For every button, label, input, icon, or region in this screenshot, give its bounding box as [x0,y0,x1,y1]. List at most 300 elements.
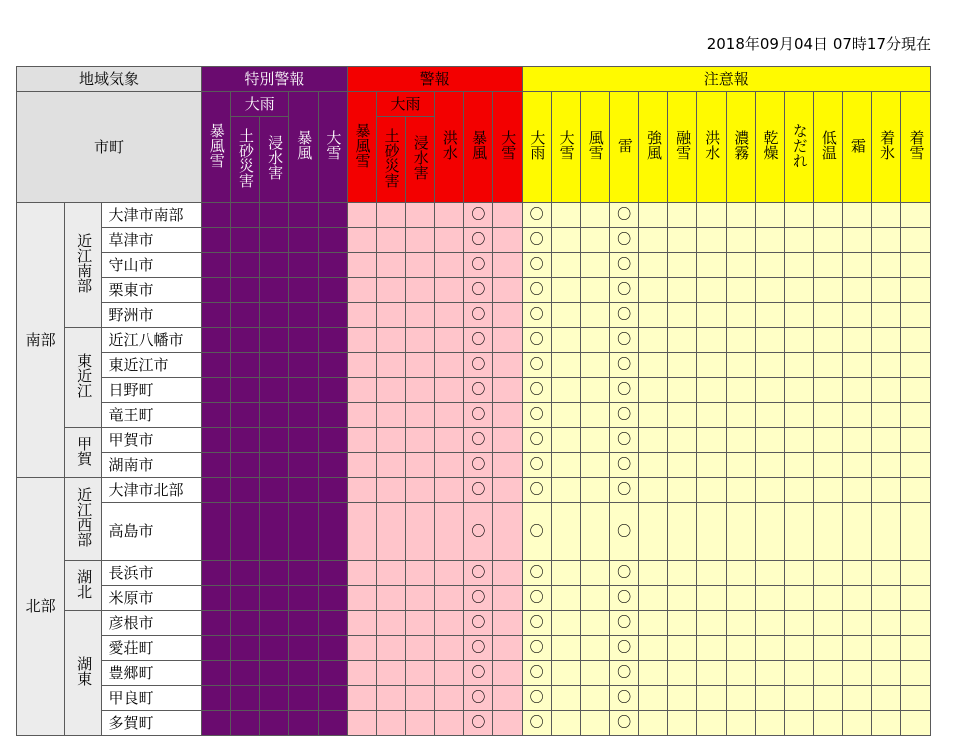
warning-cell [347,278,376,303]
special-cell [231,586,260,611]
advisory-cell [726,253,755,278]
advisory-cell [755,378,784,403]
special-cell [289,636,318,661]
advisory-cell [551,661,580,686]
warning-cell [464,228,493,253]
special-cell [318,228,347,253]
special-cell [318,586,347,611]
advisory-cell [580,661,609,686]
warning-cell [347,636,376,661]
special-cell [231,611,260,636]
advisory-cell [551,561,580,586]
warning-cell [464,278,493,303]
advisory-cell [755,611,784,636]
advisory-cell [668,278,697,303]
special-cell [201,661,230,686]
warning-cell [435,561,464,586]
advisory-cell [697,711,726,736]
advisory-cell [901,661,931,686]
advisory-sub-label: 低温 [819,130,838,160]
table-row [17,303,931,328]
special-cell [289,353,318,378]
advisory-cell [697,503,726,561]
advisory-cell [639,428,668,453]
warning-cell [376,328,405,353]
advisory-sub-label: 雷 [615,137,634,153]
advisory-cell [726,661,755,686]
special-sub-label: 浸水害 [266,135,285,180]
warning-cell [347,253,376,278]
advisory-cell [697,661,726,686]
advisory-cell [843,353,872,378]
special-cell [289,711,318,736]
advisory-cell [610,611,639,636]
table-row [17,403,931,428]
advisory-cell [580,428,609,453]
advisory-cell [843,561,872,586]
special-cell [201,711,230,736]
advisory-cell [843,278,872,303]
special-sub-label: 大雪 [324,130,343,160]
advisory-cell [668,228,697,253]
header-advisory: 注意報 [522,67,930,92]
advisory-cell [639,503,668,561]
advisory-cell [755,661,784,686]
special-cell [260,328,289,353]
advisory-cell [639,586,668,611]
advisory-cell [551,253,580,278]
advisory-cell [697,453,726,478]
advisory-cell [872,686,901,711]
advisory-cell [784,378,813,403]
advisory-cell [726,686,755,711]
advisory-cell [726,611,755,636]
advisory-cell [814,253,843,278]
table-row [17,503,931,561]
special-cell [231,328,260,353]
warning-cell [347,453,376,478]
warning-cell [405,711,434,736]
issued-marker: 〇 [471,207,486,223]
advisory-cell [784,686,813,711]
advisory-cell [580,278,609,303]
advisory-cell [843,328,872,353]
warning-cell [405,328,434,353]
warning-cell [347,203,376,228]
advisory-cell [697,253,726,278]
advisory-cell [610,586,639,611]
advisory-cell [755,403,784,428]
advisory-cell [522,686,551,711]
table-row [17,661,931,686]
city-name: 甲良町 [102,686,202,711]
advisory-cell [843,253,872,278]
advisory-cell [726,228,755,253]
issued-marker: 〇 [617,357,632,373]
advisory-cell [610,661,639,686]
subarea-name [65,478,102,561]
warning-cell [405,478,434,503]
subarea-label: 近江南部 [75,233,94,293]
special-cell [231,378,260,403]
advisory-cell [901,711,931,736]
advisory-cell [697,328,726,353]
issued-marker: 〇 [617,615,632,631]
warning-cell [347,403,376,428]
advisory-cell [580,636,609,661]
warning-cell [376,403,405,428]
issued-marker: 〇 [471,432,486,448]
warning-cell [493,428,522,453]
advisory-cell [610,303,639,328]
advisory-cell [580,203,609,228]
issued-marker: 〇 [529,482,544,498]
subarea-name [65,611,102,736]
advisory-cell [551,328,580,353]
issued-marker: 〇 [471,640,486,656]
advisory-cell [610,503,639,561]
warning-cell [493,203,522,228]
advisory-cell [872,661,901,686]
advisory-cell [697,303,726,328]
advisory-cell [755,503,784,561]
special-cell [260,561,289,586]
advisory-cell [872,328,901,353]
warning-cell [493,253,522,278]
advisory-cell [610,278,639,303]
table-row [17,711,931,736]
issued-marker: 〇 [617,457,632,473]
warning-cell [464,503,493,561]
warning-cell [493,278,522,303]
advisory-sub-header [551,92,580,203]
issued-marker: 〇 [471,407,486,423]
issued-marker: 〇 [617,407,632,423]
warning-cell [435,661,464,686]
advisory-cell [901,503,931,561]
warning-sub-label: 土砂災害 [382,127,401,188]
advisory-cell [872,586,901,611]
advisory-cell [843,378,872,403]
issued-marker: 〇 [471,457,486,473]
issued-marker: 〇 [529,232,544,248]
special-cell [201,228,230,253]
advisory-cell [872,253,901,278]
advisory-cell [872,303,901,328]
special-cell [231,636,260,661]
warning-cell [435,378,464,403]
issued-marker: 〇 [529,282,544,298]
advisory-cell [901,328,931,353]
table-row [17,253,931,278]
special-cell [260,278,289,303]
advisory-cell [901,253,931,278]
warning-cell [376,586,405,611]
special-cell [231,453,260,478]
issued-marker: 〇 [617,715,632,731]
advisory-sub-label: 霜 [848,137,867,153]
header-warning: 警報 [347,67,522,92]
city-name: 長浜市 [102,561,202,586]
advisory-cell [784,711,813,736]
advisory-cell [814,586,843,611]
issued-marker: 〇 [529,715,544,731]
header-region: 地域気象 [17,67,202,92]
advisory-cell [843,453,872,478]
special-cell [201,428,230,453]
advisory-cell [639,203,668,228]
warning-cell [405,228,434,253]
advisory-cell [901,428,931,453]
subarea-name [65,203,102,328]
advisory-cell [668,636,697,661]
advisory-cell [551,303,580,328]
advisory-cell [580,303,609,328]
advisory-sub-label: 濃霧 [732,130,751,160]
warning-cell [347,303,376,328]
city-name: 大津市南部 [102,203,202,228]
advisory-cell [872,378,901,403]
warning-cell [493,328,522,353]
advisory-cell [551,478,580,503]
special-cell [260,711,289,736]
header-city: 市町 [17,92,202,203]
advisory-cell [522,561,551,586]
advisory-cell [668,303,697,328]
advisory-cell [814,403,843,428]
advisory-sub-header [639,92,668,203]
special-cell [289,661,318,686]
advisory-sub-label: 洪水 [703,130,722,160]
special-cell [201,278,230,303]
special-cell [289,403,318,428]
advisory-cell [668,503,697,561]
warning-cell [464,353,493,378]
advisory-sub-label: 着雪 [907,130,926,160]
issued-marker: 〇 [471,715,486,731]
warning-cell [493,303,522,328]
special-cell [318,611,347,636]
subarea-label: 湖東 [75,656,94,686]
advisory-sub-label: 強風 [644,130,663,160]
warning-cell [435,453,464,478]
advisory-cell [697,636,726,661]
advisory-cell [901,636,931,661]
advisory-cell [901,278,931,303]
advisory-cell [551,278,580,303]
special-cell [260,636,289,661]
advisory-cell [901,611,931,636]
advisory-sub-header [755,92,784,203]
advisory-cell [872,228,901,253]
table-row [17,328,931,353]
advisory-cell [697,203,726,228]
advisory-cell [872,611,901,636]
advisory-cell [697,428,726,453]
advisory-cell [726,378,755,403]
advisory-cell [639,636,668,661]
special-cell [318,253,347,278]
advisory-cell [697,403,726,428]
advisory-cell [726,636,755,661]
advisory-cell [639,661,668,686]
advisory-cell [639,611,668,636]
warning-cell [376,503,405,561]
advisory-cell [522,711,551,736]
city-name: 豊郷町 [102,661,202,686]
warning-cell [464,561,493,586]
advisory-cell [843,686,872,711]
warning-cell [493,561,522,586]
advisory-cell [610,561,639,586]
advisory-cell [901,686,931,711]
warning-cell [405,278,434,303]
advisory-cell [755,228,784,253]
issued-marker: 〇 [529,432,544,448]
area-name: 南部 [17,203,65,478]
issued-marker: 〇 [471,382,486,398]
warning-cell [405,686,434,711]
advisory-cell [551,586,580,611]
warning-cell [435,303,464,328]
advisory-cell [522,428,551,453]
issued-marker: 〇 [471,282,486,298]
special-cell [231,478,260,503]
warning-cell [435,503,464,561]
warning-cell [435,586,464,611]
warning-cell [464,203,493,228]
advisory-cell [522,661,551,686]
table-row [17,453,931,478]
special-cell [318,428,347,453]
advisory-cell [784,253,813,278]
city-name: 守山市 [102,253,202,278]
advisory-cell [697,378,726,403]
advisory-cell [901,453,931,478]
special-cell [260,611,289,636]
table-body [17,203,931,736]
special-cell [201,611,230,636]
issued-marker: 〇 [617,257,632,273]
warning-cell [347,503,376,561]
warning-cell [347,478,376,503]
warning-cell [435,278,464,303]
advisory-cell [639,711,668,736]
advisory-cell [755,303,784,328]
warning-cell [405,353,434,378]
special-cell [289,228,318,253]
advisory-cell [843,303,872,328]
advisory-cell [726,328,755,353]
advisory-cell [784,503,813,561]
advisory-cell [580,403,609,428]
warning-cell [347,378,376,403]
special-cell [260,303,289,328]
subarea-name [65,561,102,611]
warning-sub-label: 暴風雪 [353,122,372,168]
advisory-sub-label: 乾燥 [761,130,780,160]
warning-cell [493,503,522,561]
warning-cell [405,503,434,561]
warning-cell [405,453,434,478]
issued-marker: 〇 [617,690,632,706]
table-row [17,278,931,303]
issued-marker: 〇 [471,232,486,248]
warning-sub-header [493,92,522,203]
advisory-cell [697,586,726,611]
advisory-cell [610,378,639,403]
warning-cell [464,303,493,328]
issued-marker: 〇 [471,482,486,498]
advisory-cell [901,228,931,253]
advisory-cell [726,503,755,561]
special-cell [289,428,318,453]
special-cell [318,353,347,378]
special-cell [289,686,318,711]
advisory-cell [726,711,755,736]
advisory-cell [901,478,931,503]
advisory-cell [784,203,813,228]
advisory-cell [901,378,931,403]
warning-cell [405,611,434,636]
special-cell [318,561,347,586]
warning-cell [493,228,522,253]
warning-cell [376,711,405,736]
issued-marker: 〇 [617,232,632,248]
advisory-cell [668,661,697,686]
warning-sub-header [405,117,434,203]
advisory-cell [580,378,609,403]
subarea-label: 近江西部 [75,487,94,547]
advisory-cell [668,378,697,403]
issued-marker: 〇 [529,207,544,223]
advisory-cell [755,453,784,478]
advisory-cell [814,478,843,503]
advisory-cell [668,353,697,378]
advisory-cell [668,203,697,228]
advisory-cell [668,611,697,636]
advisory-cell [726,561,755,586]
advisory-cell [814,686,843,711]
advisory-cell [551,403,580,428]
advisory-cell [901,561,931,586]
advisory-cell [697,478,726,503]
warning-sub-label: 大雪 [499,130,518,160]
warning-cell [347,228,376,253]
special-cell [201,378,230,403]
advisory-cell [522,303,551,328]
warning-cell [435,328,464,353]
advisory-cell [755,203,784,228]
warning-heavy-rain-header: 大雨 [376,92,434,117]
warning-cell [464,378,493,403]
advisory-cell [610,428,639,453]
advisory-cell [551,378,580,403]
special-heavy-rain-header: 大雨 [231,92,289,117]
advisory-cell [843,428,872,453]
advisory-cell [872,478,901,503]
advisory-cell [580,253,609,278]
issued-marker: 〇 [529,690,544,706]
advisory-cell [843,636,872,661]
advisory-cell [784,228,813,253]
advisory-cell [580,453,609,478]
advisory-cell [668,586,697,611]
area-name: 北部 [17,478,65,736]
warning-cell [376,561,405,586]
warning-cell [493,611,522,636]
advisory-cell [726,403,755,428]
